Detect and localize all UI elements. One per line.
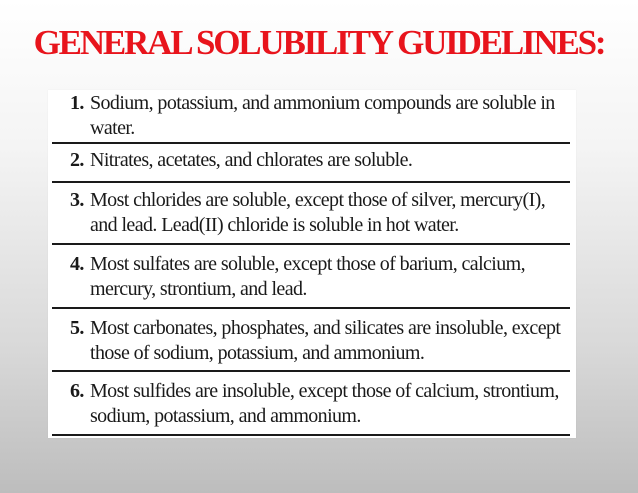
guideline-text: Sodium, potassium, and ammonium compounds are soluble in water. [90,92,555,139]
guideline-text: Most sulfates are soluble, except those of barium, calcium, mercury, strontium, and lead. [90,253,526,300]
guideline-number: 6. [70,380,84,402]
guidelines-table [48,90,576,438]
guideline-row [52,245,570,309]
guideline-text: Most chlorides are soluble, except those of silver, mercury(I), and lead. Lead(II) chloride is soluble in hot water. [90,189,546,236]
guideline-number: 3. [70,189,84,211]
guideline-row [52,309,570,372]
guideline-number: 2. [70,149,84,171]
guideline-text: Most carbonates, phosphates, and silicates are insoluble, except those of sodium, potassium, and ammonium. [90,317,561,364]
guideline-row [52,90,570,144]
guideline-number: 1. [70,92,84,114]
guideline-row [52,183,570,245]
slide-title: GENERAL SOLUBILITY GUIDELINES: [33,23,605,62]
guideline-number: 4. [70,253,84,275]
guideline-text: Most sulfides are insoluble, except those of calcium, strontium, sodium, potassium, and ammonium. [90,380,559,427]
guideline-number: 5. [70,317,84,339]
guidelines-list [52,90,570,436]
guideline-text: Nitrates, acetates, and chlorates are soluble. [90,149,413,171]
guideline-row [52,372,570,436]
guideline-row [52,144,570,183]
